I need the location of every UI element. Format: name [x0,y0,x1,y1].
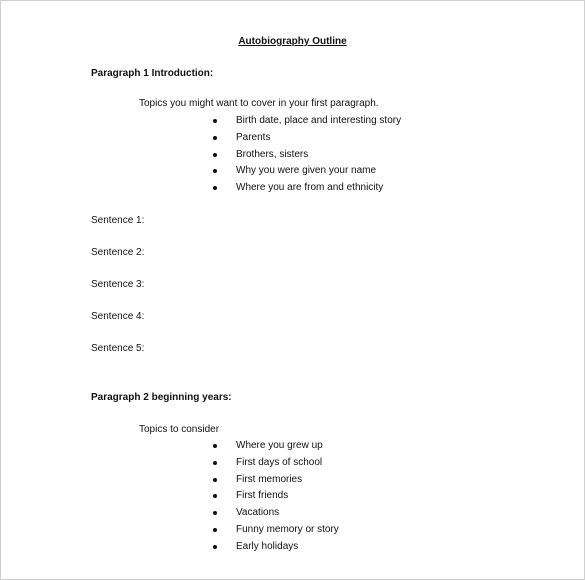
bullet-icon [213,153,217,157]
list-item-text: Birth date, place and interesting story [236,115,402,126]
sentence-5-label: Sentence 5: [91,343,145,354]
list-item-text: Why you were given your name [236,165,377,177]
list-item-text: Parents [236,131,271,143]
bullet-icon [213,136,217,140]
document-title: Autobiography Outline [238,36,347,47]
paragraph-2-heading: Paragraph 2 beginning years: [91,392,232,403]
bullet-icon [213,186,217,190]
list-item-text: Brothers, sisters [236,148,309,160]
sentence-3-label: Sentence 3: [91,279,145,290]
list-item-text: First friends [236,490,289,502]
bullet-icon [213,478,217,482]
bullet-icon [213,511,217,515]
bullet-icon [213,461,217,465]
list-item-text: Where you grew up [236,440,323,451]
sentence-1-label: Sentence 1: [91,215,145,226]
paragraph-1-intro: Topics you might want to cover in your first paragraph. [139,98,379,109]
bullet-icon [213,169,217,173]
paragraph-2-intro: Topics to consider [139,424,220,435]
paragraph-1-heading: Paragraph 1 Introduction: [91,68,214,79]
sentence-2-label: Sentence 2: [91,247,145,258]
bullet-icon [213,528,217,532]
list-item-text: Vacations [236,507,280,519]
bullet-icon [213,494,217,498]
bullet-icon [213,444,217,448]
list-item-text: Where you are from and ethnicity [236,182,384,194]
list-item-text: First days of school [236,456,323,468]
bullet-icon [213,119,217,123]
sentence-4-label: Sentence 4: [91,311,145,322]
list-item-text: Early holidays [236,540,299,552]
list-item-text: Funny memory or story [236,523,339,535]
list-item-text: First memories [236,473,303,485]
bullet-icon [213,545,217,549]
